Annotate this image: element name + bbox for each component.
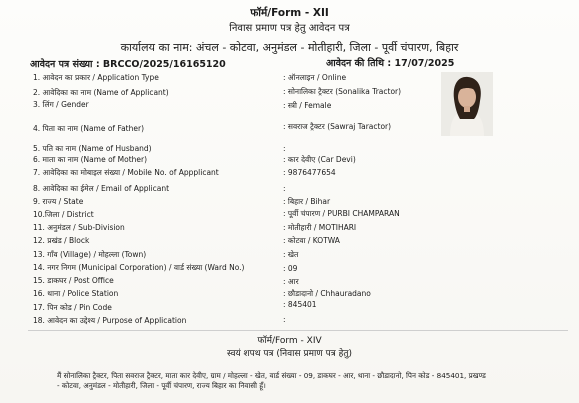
- form-title: निवास प्रमाण पत्र हेतु आवेदन पत्र: [229, 23, 350, 34]
- field-value: : कार देवीए (Car Devi): [283, 155, 356, 164]
- application-date: आवेदन की तिथि : 17/07/2025: [326, 58, 455, 69]
- application-number: आवेदन पत्र संख्या : BRCCO/2025/16165120: [30, 59, 226, 70]
- field-value: :: [283, 144, 286, 153]
- field-label: 1. आवेदन का प्रकार / Application Type: [33, 73, 159, 82]
- field-value: : बिहार / Bihar: [283, 197, 331, 206]
- office-line: कार्यालय का नाम: अंचल - कोटवा, अनुमंडल - मोतीहारी, जिला - पूर्वी चंपारण, बिहार: [120, 41, 459, 54]
- field-value: : सोनालिका ट्रैक्टर (Sonalika Tractor): [283, 87, 402, 96]
- field-value: : पूर्वी चंपारण / PURBI CHAMPARAN: [283, 209, 400, 218]
- affidavit-title: स्वयं शपथ पत्र (निवास प्रमाण पत्र हेतु): [226, 349, 353, 359]
- affidavit-line-1: मैं सोनालिका ट्रैक्टर, पिता सवराज ट्रैक्टर, माता कार देवीए, ग्राम / मोहल्ला - खेत, वार्ड संख्या - 09, डाकघर - आर, थाना - छौडादानो, पिन कोड - 845401, प्रखण्ड: [57, 371, 486, 380]
- field-label: 15. डाकघर / Post Office: [33, 276, 114, 285]
- field-value: : स्त्री / Female: [283, 101, 332, 110]
- field-label: 8. आवेदिका का ईमेल / Email of Applicant: [33, 184, 170, 193]
- affidavit-form-number: फॉर्म/Form - XIV: [257, 336, 322, 346]
- field-label: 3. लिंग / Gender: [33, 100, 89, 109]
- field-value: : सवराज ट्रैक्टर (Sawraj Taractor): [283, 122, 392, 131]
- field-label: 5. पति का नाम (Name of Husband): [33, 144, 152, 153]
- field-label: 16. थाना / Police Station: [33, 289, 119, 298]
- field-label: 17. पिन कोड / Pin Code: [33, 303, 112, 312]
- field-label: 11. अनुमंडल / Sub-Division: [33, 223, 125, 232]
- applicant-photo-image: [441, 72, 493, 136]
- form-number: फॉर्म/Form - XII: [250, 7, 329, 19]
- field-value: : मोतीहारी / MOTIHARI: [283, 223, 357, 232]
- field-value: : 09: [283, 264, 298, 273]
- field-label: 13. गाँव (Village) / मोहल्ला (Town): [33, 250, 147, 259]
- field-value: : खेत: [283, 250, 299, 259]
- field-label: 9. राज्य / State: [33, 197, 84, 206]
- field-label: 14. नगर निगम (Municipal Corporation) / वार्ड संख्या (Ward No.): [33, 263, 245, 272]
- field-value: : कोटवा / KOTWA: [283, 236, 340, 245]
- field-label: 2. आवेदिका का नाम (Name of Applicant): [33, 88, 169, 97]
- field-value: : 9876477654: [283, 168, 336, 177]
- field-value: : ऑनलाइन / Online: [283, 73, 347, 82]
- section-divider: [28, 330, 568, 331]
- applicant-photo: [441, 72, 493, 136]
- field-label: 18. आवेदन का उद्देश्य / Purpose of Application: [33, 316, 187, 325]
- field-value: : छौडादानो / Chhauradano: [283, 289, 371, 298]
- affidavit-line-2: - कोटवा, अनुमंडल - मोतीहारी, जिला - पूर्वी चंपारण, राज्य बिहार का निवासी हूँ।: [57, 381, 266, 390]
- field-value: :: [283, 184, 286, 193]
- field-value: :: [283, 315, 286, 324]
- field-label: 12. प्रखंड / Block: [33, 236, 90, 245]
- affidavit-body: [57, 371, 557, 391]
- field-value: : 845401: [283, 300, 317, 309]
- field-label: 4. पिता का नाम (Name of Father): [33, 124, 144, 133]
- field-label: 6. माता का नाम (Name of Mother): [33, 155, 148, 164]
- field-value: : आर: [283, 277, 299, 286]
- field-label: 10.जिला / District: [33, 210, 94, 219]
- field-label: 7. आवेदिका का मोबाइल संख्या / Mobile No. of Appplicant: [33, 168, 219, 177]
